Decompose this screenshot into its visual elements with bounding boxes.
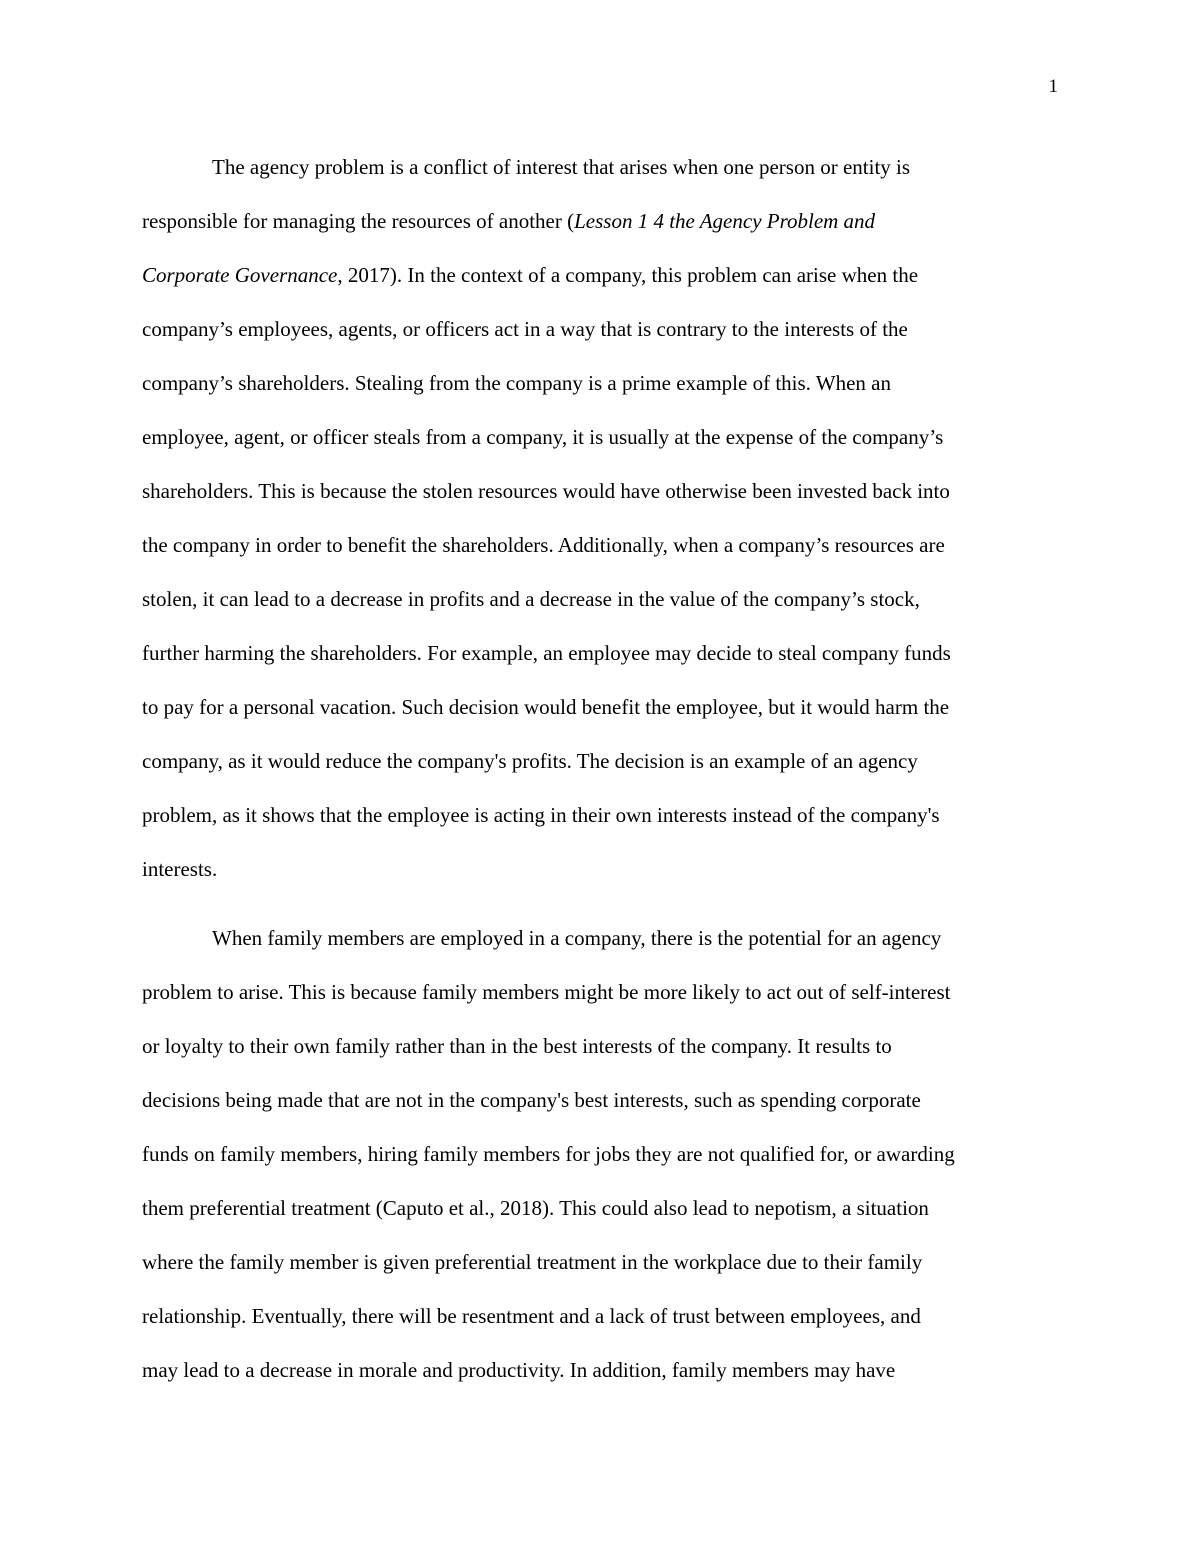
text-line (142, 1181, 1055, 1235)
text-run: company’s employees, agents, or officers act in a way that is contrary to the interests of the (142, 317, 908, 341)
text-run: stolen, it can lead to a decrease in profits and a decrease in the value of the company’s stock, (142, 587, 920, 611)
text-run: or loyalty to their own family rather than in the best interests of the company. It results to (142, 1034, 892, 1058)
text-run: , 2017). In the context of a company, this problem can arise when the (337, 263, 919, 287)
text-run: may lead to a decrease in morale and productivity. In addition, family members may have (142, 1358, 896, 1382)
text-line (142, 911, 1055, 965)
citation-title: Corporate Governance (142, 263, 338, 287)
text-line (142, 140, 1055, 194)
text-line (142, 1019, 1055, 1073)
text-run: company, as it would reduce the company's profits. The decision is an example of an agency (142, 749, 918, 773)
text-line (142, 572, 1055, 626)
text-run: company’s shareholders. Stealing from the company is a prime example of this. When an (142, 371, 891, 395)
text-line (142, 194, 1055, 248)
text-line (142, 356, 1055, 410)
text-line (142, 248, 1055, 302)
text-run: where the family member is given preferential treatment in the workplace due to their family (142, 1250, 923, 1274)
text-run: responsible for managing the resources of another ( (142, 209, 575, 233)
text-run: relationship. Eventually, there will be resentment and a lack of trust between employees, and (142, 1304, 921, 1328)
text-run: to pay for a personal vacation. Such decision would benefit the employee, but it would harm the (142, 695, 950, 719)
citation-title: Lesson 1 4 the Agency Problem and (574, 209, 876, 233)
text-run: The agency problem is a conflict of interest that arises when one person or entity is (212, 155, 911, 179)
text-run: shareholders. This is because the stolen resources would have otherwise been invested back into (142, 479, 950, 503)
text-line (142, 680, 1055, 734)
text-run: further harming the shareholders. For example, an employee may decide to steal company funds (142, 641, 951, 665)
paragraph (142, 911, 1055, 1397)
text-line (142, 788, 1055, 842)
text-run: the company in order to benefit the shareholders. Additionally, when a company’s resources are (142, 533, 945, 557)
text-run: employee, agent, or officer steals from a company, it is usually at the expense of the company’s (142, 425, 944, 449)
text-run: problem to arise. This is because family members might be more likely to act out of self-interest (142, 980, 951, 1004)
text-line (142, 626, 1055, 680)
text-line (142, 734, 1055, 788)
text-run: them preferential treatment (Caputo et al., 2018). This could also lead to nepotism, a situation (142, 1196, 929, 1220)
text-line (142, 302, 1055, 356)
text-line (142, 965, 1055, 1019)
text-run: problem, as it shows that the employee is acting in their own interests instead of the company's (142, 803, 940, 827)
page-number: 1 (1048, 76, 1058, 97)
text-run: When family members are employed in a company, there is the potential for an agency (212, 926, 942, 950)
text-line (142, 1235, 1055, 1289)
paragraph (142, 140, 1055, 896)
text-line (142, 1127, 1055, 1181)
text-line (142, 1343, 1055, 1397)
text-run: funds on family members, hiring family members for jobs they are not qualified for, or awarding (142, 1142, 955, 1166)
text-line (142, 842, 1055, 896)
text-line (142, 410, 1055, 464)
text-line (142, 518, 1055, 572)
document-body (142, 140, 1055, 1397)
text-run: decisions being made that are not in the company's best interests, such as spending corporate (142, 1088, 921, 1112)
text-run: interests. (142, 857, 218, 881)
text-line (142, 1289, 1055, 1343)
text-line (142, 464, 1055, 518)
paragraph-gap (142, 896, 1055, 911)
text-line (142, 1073, 1055, 1127)
